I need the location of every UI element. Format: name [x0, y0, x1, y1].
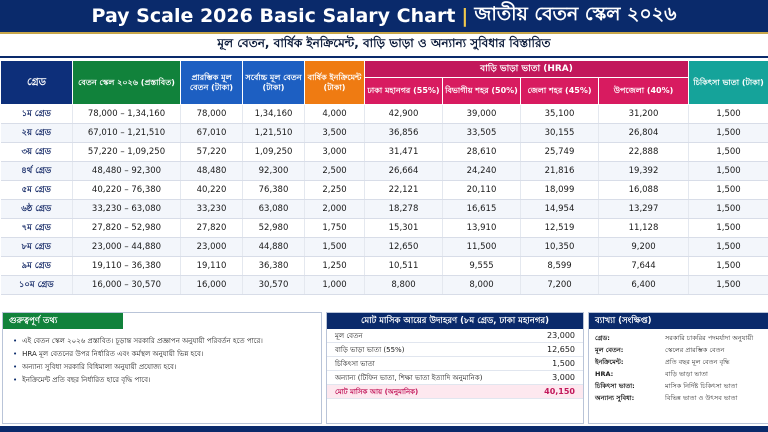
- cell-dhaka: 36,856: [365, 124, 443, 143]
- cell-increment: 2,250: [305, 181, 365, 200]
- cell-dhaka: 42,900: [365, 105, 443, 124]
- cell-medical: 1,500: [689, 162, 768, 181]
- table-row: [1, 219, 768, 238]
- cell-grade: ৯ম গ্রেড: [1, 257, 73, 276]
- cell-div: 33,505: [443, 124, 521, 143]
- cell-base: 16,000: [181, 276, 243, 295]
- cell-max: 1,21,510: [243, 124, 305, 143]
- page-subtitle: [0, 34, 768, 58]
- cell-base: 48,480: [181, 162, 243, 181]
- cell-max: 1,09,250: [243, 143, 305, 162]
- cell-dist: 8,599: [521, 257, 599, 276]
- cell-upazila: 31,200: [599, 105, 689, 124]
- cell-medical: 1,500: [689, 238, 768, 257]
- table-row: [1, 200, 768, 219]
- title-english: Pay Scale 2026 Basic Salary Chart: [91, 5, 456, 27]
- cell-grade: ৭ম গ্রেড: [1, 219, 73, 238]
- glossary-desc: বাড়ি ভাড়া ভাতা: [665, 369, 708, 378]
- cell-increment: 4,000: [305, 105, 365, 124]
- cell-scale: 23,000 – 44,880: [73, 238, 181, 257]
- note-item: • অন্যান্য সুবিধা সরকারি বিধিমালা অনুযায়ী প্রযোজ্য হবে।: [13, 361, 315, 374]
- cell-dhaka: 18,278: [365, 200, 443, 219]
- cell-dist: 12,519: [521, 219, 599, 238]
- cell-scale: 16,000 – 30,570: [73, 276, 181, 295]
- cell-grade: ৪র্থ গ্রেড: [1, 162, 73, 181]
- cell-div: 20,110: [443, 181, 521, 200]
- notes-title: গুরুত্বপূর্ণ তথ্য: [3, 313, 123, 329]
- cell-div: 13,910: [443, 219, 521, 238]
- cell-medical: 1,500: [689, 124, 768, 143]
- example-label: বাড়ি ভাড়া ভাতা (55%): [335, 345, 405, 354]
- cell-base: 33,230: [181, 200, 243, 219]
- table-row: [1, 105, 768, 124]
- example-label: মূল বেতন: [335, 331, 363, 340]
- pay-scale-table: [0, 60, 768, 295]
- glossary-desc: স্কেলের প্রারম্ভিক বেতন: [665, 345, 725, 354]
- table-row: [1, 181, 768, 200]
- cell-max: 36,380: [243, 257, 305, 276]
- header-hra-dhaka: ঢাকা মহানগর (55%): [365, 78, 443, 105]
- cell-upazila: 19,392: [599, 162, 689, 181]
- glossary-row: [589, 332, 768, 344]
- glossary-desc: সরকারি চাকরির পদমর্যাদা অনুযায়ী: [665, 333, 754, 342]
- example-value: 1,500: [552, 359, 575, 368]
- header-hra-division: বিভাগীয় শহর (50%): [443, 78, 521, 105]
- cell-medical: 1,500: [689, 181, 768, 200]
- example-value: 23,000: [547, 331, 575, 340]
- cell-dist: 14,954: [521, 200, 599, 219]
- example-label: অন্যান্য (টিফিন ভাতা, শিক্ষা ভাতা ইত্যাদি অনুমানিক): [335, 373, 483, 382]
- cell-medical: 1,500: [689, 276, 768, 295]
- cell-div: 11,500: [443, 238, 521, 257]
- example-total-value: 40,150: [544, 387, 575, 396]
- glossary-desc: মাসিক নির্দিষ্ট চিকিৎসা ভাতা: [665, 381, 738, 390]
- cell-dist: 35,100: [521, 105, 599, 124]
- glossary-panel: [588, 312, 768, 424]
- cell-increment: 3,500: [305, 124, 365, 143]
- example-value: 12,650: [547, 345, 575, 354]
- glossary-desc: বিভিন্ন ভাতা ও উৎসব ভাতা: [665, 393, 738, 402]
- cell-max: 52,980: [243, 219, 305, 238]
- cell-base: 23,000: [181, 238, 243, 257]
- cell-max: 92,300: [243, 162, 305, 181]
- cell-scale: 33,230 – 63,080: [73, 200, 181, 219]
- table-row: [1, 257, 768, 276]
- cell-upazila: 26,804: [599, 124, 689, 143]
- title-separator: |: [461, 5, 469, 27]
- example-title: মোট মাসিক আয়ের উদাহরণ (৮ম গ্রেড, ঢাকা মহানগর): [327, 313, 583, 329]
- glossary-row: [589, 392, 768, 404]
- header-grade: গ্রেড: [1, 61, 73, 105]
- cell-max: 1,34,160: [243, 105, 305, 124]
- cell-grade: ৩য় গ্রেড: [1, 143, 73, 162]
- cell-grade: ৮ম গ্রেড: [1, 238, 73, 257]
- cell-div: 8,000: [443, 276, 521, 295]
- example-value: 3,000: [552, 373, 575, 382]
- cell-dhaka: 22,121: [365, 181, 443, 200]
- header-hra-district: জেলা শহর (45%): [521, 78, 599, 105]
- cell-div: 39,000: [443, 105, 521, 124]
- example-rows: [327, 329, 583, 385]
- cell-medical: 1,500: [689, 143, 768, 162]
- cell-div: 28,610: [443, 143, 521, 162]
- cell-div: 9,555: [443, 257, 521, 276]
- example-label: চিকিৎসা ভাতা: [335, 359, 375, 368]
- cell-grade: ৬ষ্ঠ গ্রেড: [1, 200, 73, 219]
- cell-base: 27,820: [181, 219, 243, 238]
- cell-upazila: 9,200: [599, 238, 689, 257]
- cell-base: 19,110: [181, 257, 243, 276]
- glossary-term: HRA:: [595, 370, 614, 378]
- cell-dist: 30,155: [521, 124, 599, 143]
- cell-increment: 1,500: [305, 238, 365, 257]
- cell-scale: 57,220 – 1,09,250: [73, 143, 181, 162]
- cell-dhaka: 8,800: [365, 276, 443, 295]
- header-hra-upazila: উপজেলা (40%): [599, 78, 689, 105]
- cell-dhaka: 15,301: [365, 219, 443, 238]
- cell-scale: 19,110 – 36,380: [73, 257, 181, 276]
- footer-bar: [0, 426, 768, 432]
- glossary-row: [589, 368, 768, 380]
- cell-upazila: 13,297: [599, 200, 689, 219]
- glossary-row: [589, 344, 768, 356]
- cell-dist: 18,099: [521, 181, 599, 200]
- glossary-term: ইনক্রিমেন্ট:: [595, 357, 624, 366]
- subtitle-text: মূল বেতন, বার্ষিক ইনক্রিমেন্ট, বাড়ি ভাড়া ও অন্যান্য সুবিধার বিস্তারিত: [217, 36, 551, 50]
- cell-increment: 1,750: [305, 219, 365, 238]
- page-title: [0, 0, 768, 34]
- cell-upazila: 11,128: [599, 219, 689, 238]
- glossary-term: চিকিৎসা ভাতা:: [595, 381, 635, 390]
- example-total-label: মোট মাসিক আয় (অনুমানিক): [335, 387, 419, 396]
- cell-base: 78,000: [181, 105, 243, 124]
- header-medical: চিকিৎসা ভাতা (টাকা): [689, 61, 768, 105]
- cell-dhaka: 26,664: [365, 162, 443, 181]
- table-row: [1, 276, 768, 295]
- example-total-row: [327, 385, 583, 399]
- cell-base: 67,010: [181, 124, 243, 143]
- table-row: [1, 162, 768, 181]
- cell-dist: 10,350: [521, 238, 599, 257]
- cell-medical: 1,500: [689, 200, 768, 219]
- cell-increment: 3,000: [305, 143, 365, 162]
- note-item: • ইনক্রিমেন্ট প্রতি বছর নির্ধারিত হারে বৃদ্ধি পাবে।: [13, 374, 315, 387]
- cell-scale: 48,480 – 92,300: [73, 162, 181, 181]
- cell-increment: 2,000: [305, 200, 365, 219]
- cell-medical: 1,500: [689, 257, 768, 276]
- cell-scale: 40,220 – 76,380: [73, 181, 181, 200]
- cell-grade: ৫ম গ্রেড: [1, 181, 73, 200]
- example-row: [327, 343, 583, 357]
- header-scale: বেতন স্কেল ২০২৬ (প্রস্তাবিত): [73, 61, 181, 105]
- cell-dist: 25,749: [521, 143, 599, 162]
- cell-upazila: 7,644: [599, 257, 689, 276]
- glossary-title: ব্যাখ্যা (সংক্ষিপ্ত): [589, 313, 768, 329]
- note-item: • এই বেতন স্কেল ২০২৬ প্রস্তাবিত। চূড়ান্ত সরকারি প্রজ্ঞাপন অনুযায়ী পরিবর্তন হতে পারে।: [13, 335, 315, 348]
- cell-max: 44,880: [243, 238, 305, 257]
- table-row: [1, 238, 768, 257]
- cell-upazila: 22,888: [599, 143, 689, 162]
- example-row: [327, 371, 583, 385]
- header-hra: বাড়ি ভাড়া ভাতা (HRA): [365, 61, 689, 78]
- example-row: [327, 357, 583, 371]
- cell-div: 24,240: [443, 162, 521, 181]
- glossary-term: অন্যান্য সুবিধা:: [595, 393, 635, 402]
- cell-increment: 1,250: [305, 257, 365, 276]
- cell-dist: 7,200: [521, 276, 599, 295]
- cell-scale: 27,820 – 52,980: [73, 219, 181, 238]
- header-increment: বার্ষিক ইনক্রিমেন্ট (টাকা): [305, 61, 365, 105]
- note-item: • HRA মূল বেতনের উপর নির্ধারিত এবং কর্মস্থল অনুযায়ী ভিন্ন হবে।: [13, 348, 315, 361]
- cell-max: 30,570: [243, 276, 305, 295]
- cell-medical: 1,500: [689, 105, 768, 124]
- cell-dhaka: 31,471: [365, 143, 443, 162]
- glossary-desc: প্রতি বছর মূল বেতন বৃদ্ধি: [665, 357, 730, 366]
- cell-dist: 21,816: [521, 162, 599, 181]
- cell-scale: 78,000 – 1,34,160: [73, 105, 181, 124]
- cell-increment: 1,000: [305, 276, 365, 295]
- notes-list: [3, 329, 321, 387]
- cell-max: 76,380: [243, 181, 305, 200]
- title-bangla: জাতীয় বেতন স্কেল ২০২৬: [474, 3, 677, 25]
- cell-grade: ১ম গ্রেড: [1, 105, 73, 124]
- header-max-salary: সর্বোচ্চ মূল বেতন (টাকা): [243, 61, 305, 105]
- income-example-panel: [326, 312, 584, 424]
- cell-upazila: 16,088: [599, 181, 689, 200]
- glossary-rows: [589, 329, 768, 404]
- example-row: [327, 329, 583, 343]
- cell-grade: ১০ম গ্রেড: [1, 276, 73, 295]
- cell-div: 16,615: [443, 200, 521, 219]
- glossary-row: [589, 380, 768, 392]
- cell-scale: 67,010 – 1,21,510: [73, 124, 181, 143]
- cell-grade: ২য় গ্রেড: [1, 124, 73, 143]
- cell-max: 63,080: [243, 200, 305, 219]
- glossary-row: [589, 356, 768, 368]
- header-base-salary: প্রারম্ভিক মূল বেতন (টাকা): [181, 61, 243, 105]
- glossary-term: মূল বেতন:: [595, 345, 624, 354]
- cell-dhaka: 10,511: [365, 257, 443, 276]
- glossary-term: গ্রেড:: [595, 333, 610, 342]
- table-row: [1, 124, 768, 143]
- cell-medical: 1,500: [689, 219, 768, 238]
- cell-increment: 2,500: [305, 162, 365, 181]
- cell-upazila: 6,400: [599, 276, 689, 295]
- table-row: [1, 143, 768, 162]
- cell-dhaka: 12,650: [365, 238, 443, 257]
- important-notes-panel: [2, 312, 322, 424]
- cell-base: 40,220: [181, 181, 243, 200]
- cell-base: 57,220: [181, 143, 243, 162]
